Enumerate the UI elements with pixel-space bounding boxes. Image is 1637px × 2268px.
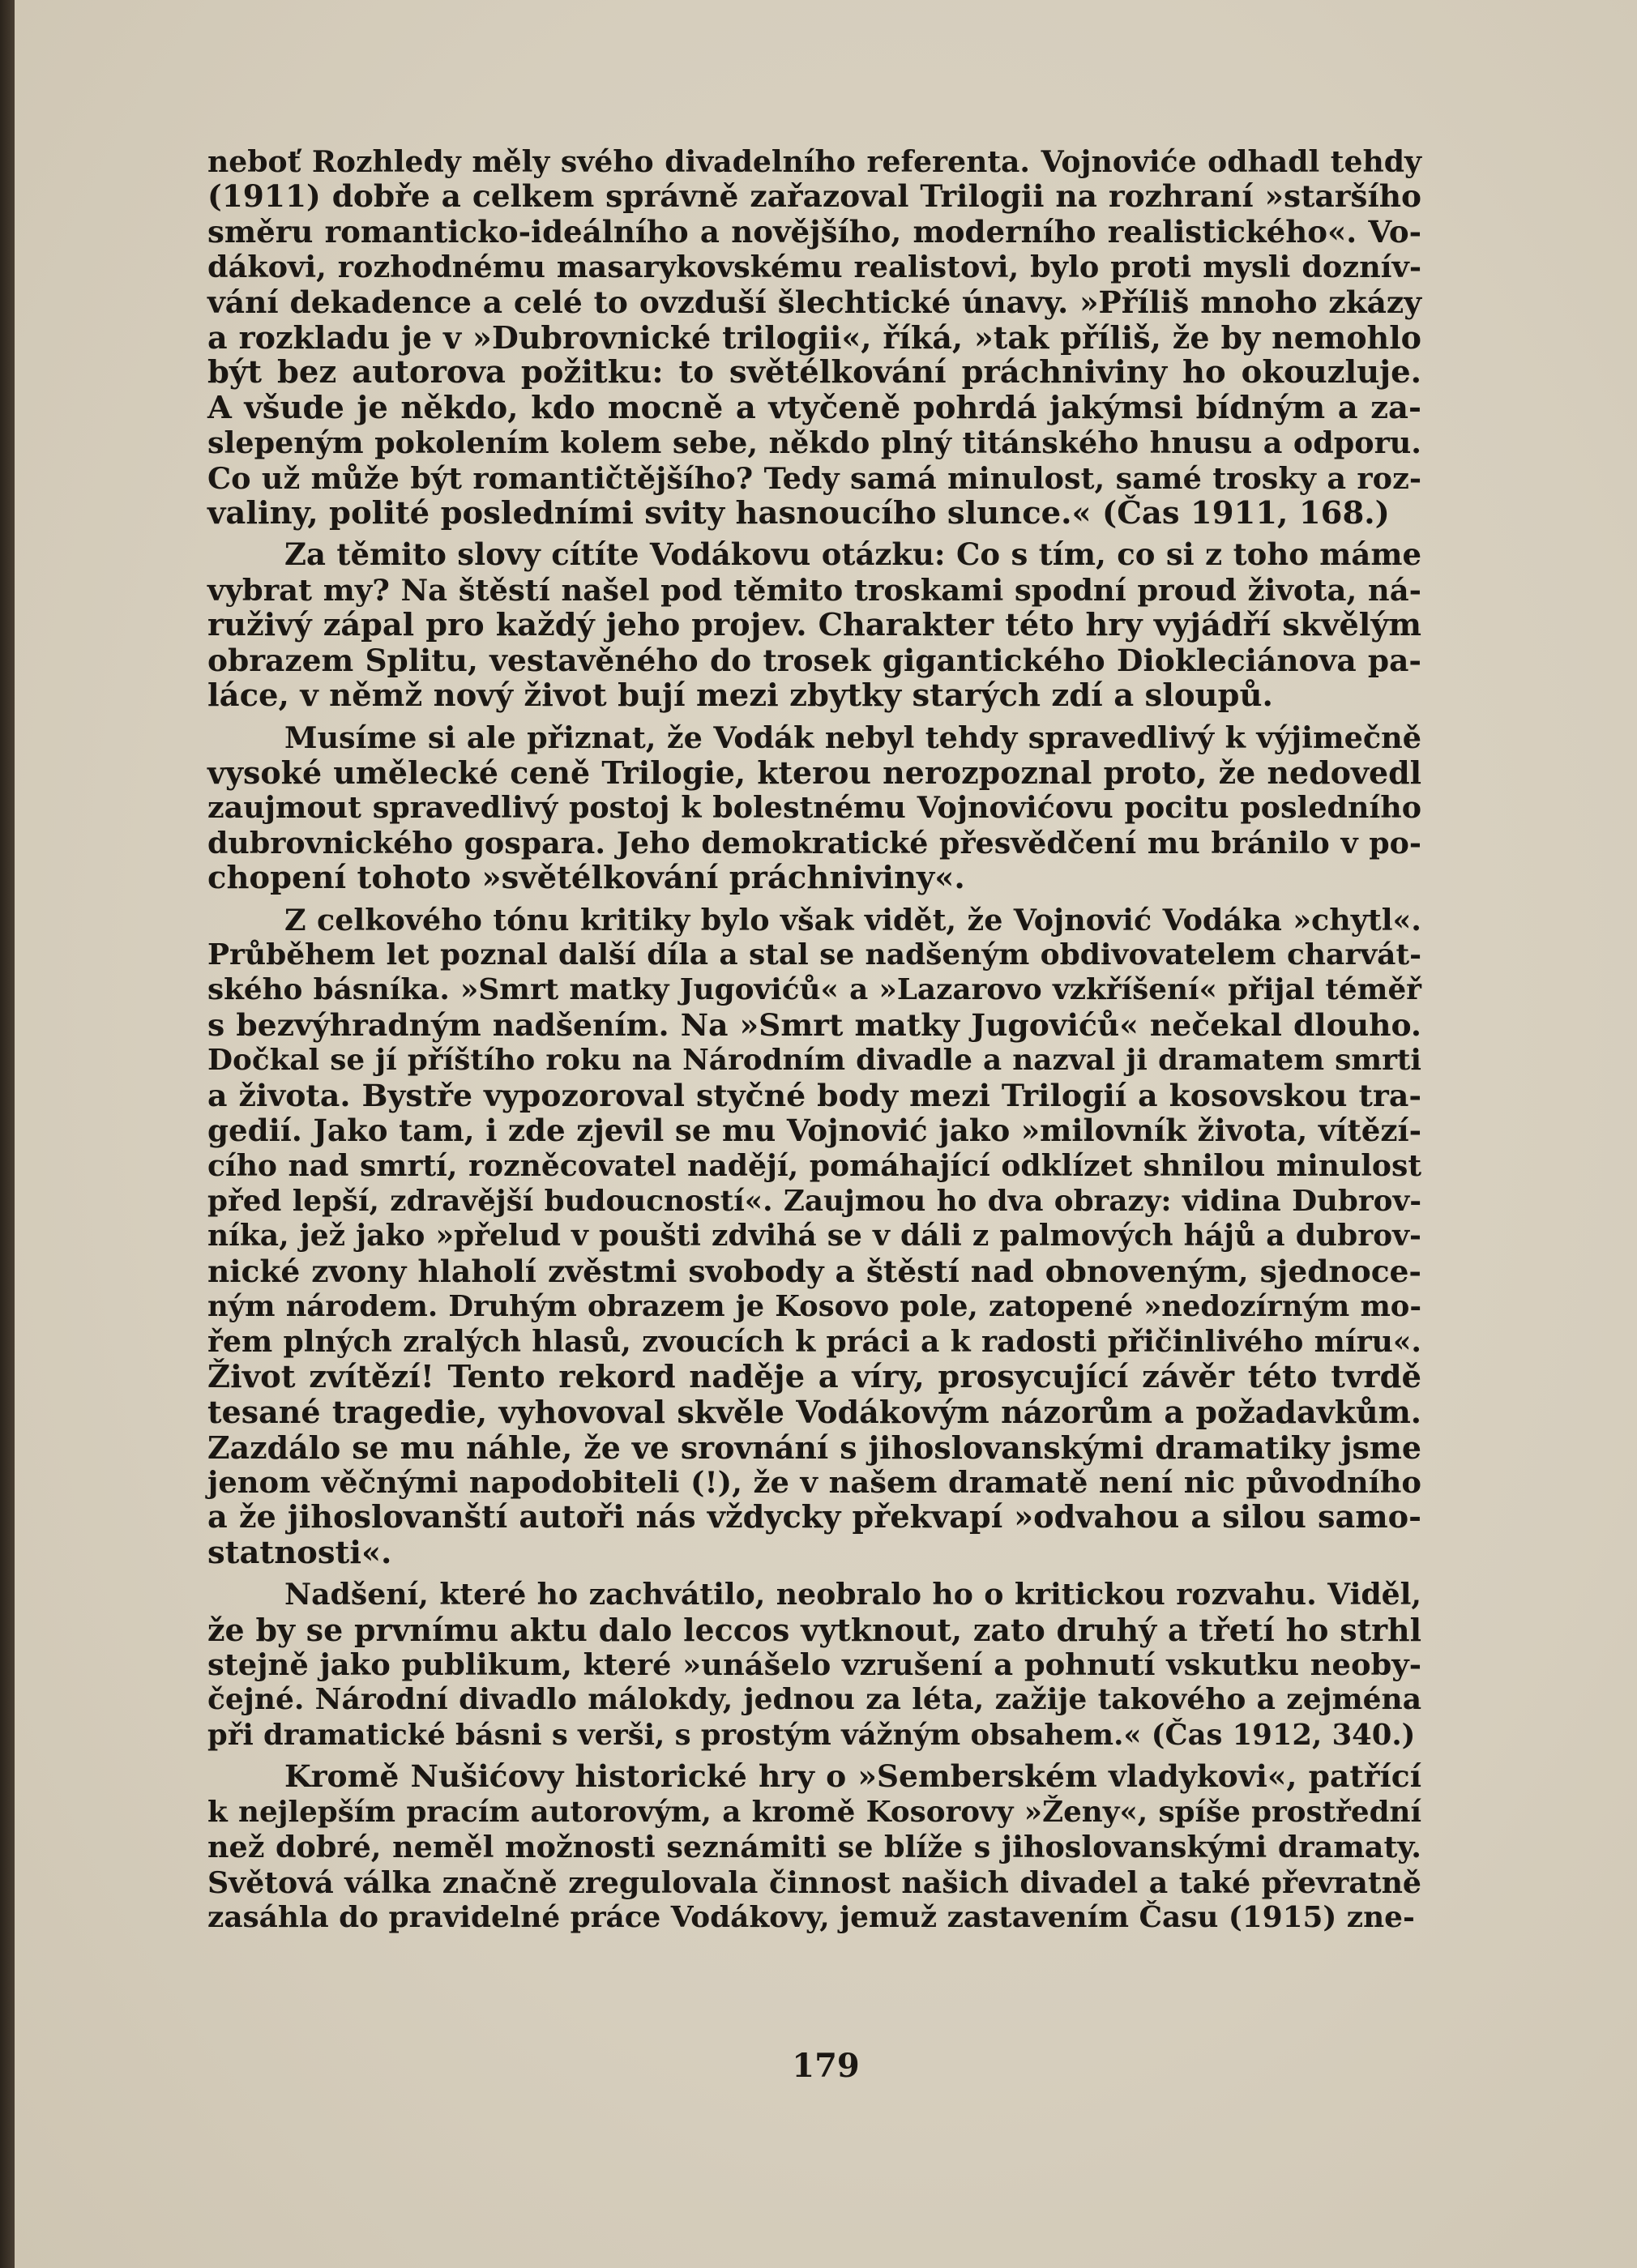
text-line: Kromě Nušićovy historické hry o »Semberském vladykovi«, patřící (284, 1758, 1421, 1795)
text-line: ným národem. Druhým obrazem je Kosovo pole, zatopené »nedozírným mo- (207, 1290, 1421, 1323)
text-line: s bezvýhradným nadšením. Na »Smrt matky Jugovićů« nečekal dlouho. (207, 1006, 1421, 1043)
text-line: před lepší, zdravější budoucností«. Zaujmou ho dva obrazy: vidina Dubrov- (207, 1183, 1421, 1218)
text-line: dubrovnického gospara. Jeho demokratické přesvědčení mu bránilo v po- (207, 825, 1421, 861)
text-line: stejně jako publikum, které »unášelo vzrušení a pohnutí vskutku neoby- (207, 1647, 1421, 1683)
text-line: (1911) dobře a celkem správně zařazoval Trilogii na rozhraní »staršího (207, 178, 1421, 215)
text-line: cího nad smrtí, rozněcovatel nadějí, pomáhající odklízet shnilou minulost (207, 1148, 1421, 1184)
text-line: zaujmout spravedlivý postoj k bolestnému Vojnovićovu pocitu posledního (207, 790, 1421, 826)
text-line: Za těmito slovy cítíte Vodákovu otázku: Co s tím, co si z toho máme (284, 536, 1421, 573)
text-line: vání dekadence a celé to ovzduší šlechtické únavy. »Příliš mnoho zkázy (207, 284, 1421, 320)
text-line: neboť Rozhledy měly svého divadelního referenta. Vojnoviće odhadl tehdy (207, 144, 1421, 179)
text-line: a že jihoslovanští autoři nás vždycky překvapí »odvahou a silou samo- (207, 1499, 1421, 1536)
text-line: níka, jež jako »přelud v poušti zdvihá se v dáli z palmových hájů a dubrov- (207, 1219, 1421, 1254)
text-line: a rozkladu je v »Dubrovnické trilogii«, říká, »tak příliš, že by nemohlo (207, 319, 1421, 357)
text-line: ského básníka. »Smrt matky Jugovićů« a »Lazarovo vzkříšení« přijal téměř (207, 972, 1421, 1007)
text-line: dákovi, rozhodnému masarykovskému realistovi, bylo proti mysli doznív- (207, 250, 1421, 285)
text-line: statnosti«. (207, 1534, 392, 1571)
body-text (207, 144, 1421, 1935)
text-line: nické zvony hlaholí zvěstmi svobody a štěstí nad obnoveným, sjednoce- (207, 1253, 1421, 1289)
text-line: obrazem Splitu, vestavěného do trosek gigantického Diokleciánova pa- (207, 642, 1421, 678)
book-spine (0, 0, 15, 2268)
text-line: být bez autorova požitku: to světélkování práchniviny ho okouzluje. (207, 354, 1421, 391)
text-line: gedií. Jako tam, i zde zjevil se mu Vojnović jako »milovník života, vítězí- (207, 1112, 1421, 1148)
text-line: Co už může být romantičtějšího? Tedy samá minulost, samé trosky a roz- (207, 460, 1421, 496)
text-line: Dočkal se jí příštího roku na Národním divadle a nazval ji dramatem smrti (207, 1043, 1421, 1078)
text-line: chopení tohoto »světélkování práchniviny«. (207, 860, 965, 897)
paragraph (207, 537, 1421, 713)
text-line: vysoké umělecké ceně Trilogie, kterou nerozpoznal proto, že nedovedl (207, 754, 1421, 791)
text-line: Život zvítězí! Tento rekord naděje a víry, prosycující závěr této tvrdě (207, 1358, 1421, 1395)
text-line: A všude je někdo, kdo mocně a vtyčeně pohrdá jakýmsi bídným a za- (207, 389, 1421, 426)
text-line: Nadšení, které ho zachvátilo, neobralo ho o kritickou rozvahu. Viděl, (284, 1577, 1421, 1612)
paragraph (207, 1577, 1421, 1753)
page-number: 179 (792, 2047, 860, 2085)
book-page (15, 0, 1637, 2268)
text-line: Světová válka značně zregulovala činnost našich divadel a také převratně (207, 1864, 1421, 1900)
text-line: Zazdálo se mu náhle, že ve srovnání s jihoslovanskými dramatiky jsme (207, 1429, 1421, 1466)
text-line: Z celkového tónu kritiky bylo však vidět, že Vojnović Vodáka »chytl«. (284, 902, 1421, 938)
text-line: řem plných zralých hlasů, zvoucích k práci a k radosti přičinlivého míru«. (207, 1324, 1421, 1360)
paragraph (207, 720, 1421, 896)
text-line: zasáhla do pravidelné práce Vodákovy, jemuž zastavením Času (1915) zne- (207, 1899, 1415, 1934)
text-line: směru romanticko-ideálního a novějšího, moderního realistického«. Vo- (207, 213, 1421, 250)
text-line: Musíme si ale přiznat, že Vodák nebyl tehdy spravedlivý k výjimečně (284, 720, 1421, 755)
text-line: Průběhem let poznal další díla a stal se nadšeným obdivovatelem charvát- (207, 937, 1421, 972)
text-line: při dramatické básni s verši, s prostým vážným obsahem.« (Čas 1912, 340.) (207, 1718, 1416, 1752)
paragraph-gap (207, 1570, 1421, 1577)
text-line: slepeným pokolením kolem sebe, někdo plný titánského hnusu a odporu. (207, 425, 1421, 461)
paragraph-gap (207, 714, 1421, 720)
text-line: čejné. Národní divadlo málokdy, jednou za léta, zažije takového a zejména (207, 1682, 1421, 1717)
paragraph (207, 1759, 1421, 1935)
text-line: láce, v němž nový život bují mezi zbytky starých zdí a sloupů. (207, 677, 1273, 715)
text-line: ruživý zápal pro každý jeho projev. Charakter této hry vyjádří skvělým (207, 607, 1421, 644)
text-line: tesané tragedie, vyhovoval skvěle Vodákovým názorům a požadavkům. (207, 1394, 1421, 1431)
text-line: valiny, polité posledními svity hasnoucího slunce.« (Čas 1911, 168.) (207, 495, 1390, 532)
text-line: k nejlepším pracím autorovým, a kromě Kosorovy »Ženy«, spíše prostřední (207, 1795, 1421, 1829)
text-line: jenom věčnými napodobiteli (!), že v našem dramatě není nic původního (207, 1464, 1421, 1501)
text-line: a života. Bystře vypozoroval styčné body mezi Trilogií a kosovskou tra- (207, 1077, 1421, 1113)
paragraph (207, 903, 1421, 1571)
text-line: než dobré, neměl možnosti seznámiti se blíže s jihoslovanskými dramaty. (207, 1830, 1421, 1865)
paragraph (207, 144, 1421, 531)
paragraph-gap (207, 896, 1421, 903)
text-line: že by se prvnímu aktu dalo leccos vytknout, zato druhý a třetí ho strhl (207, 1611, 1421, 1648)
text-line: vybrat my? Na štěstí našel pod těmito troskami spodní proud života, ná- (207, 571, 1421, 608)
